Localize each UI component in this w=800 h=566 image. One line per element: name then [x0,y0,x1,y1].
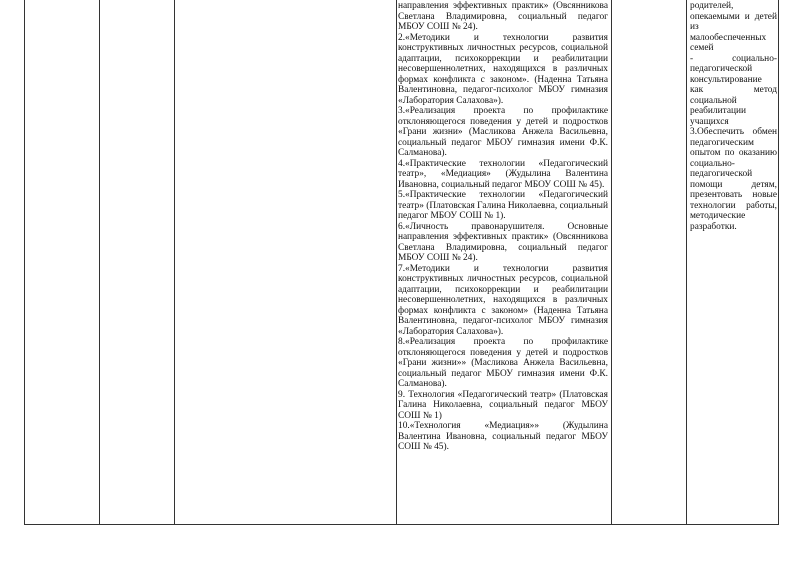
list-item: направления эффективных практик» (Овсянникова Светлана Владимировна, социальный педагог МБОУ СОШ № 24). [398,1,608,32]
list-item: 7.«Методики и технологии развития конструктивных личностных ресурсов, социальной адаптации, психокоррекции и реабилитации несовершеннолетних, находящихся в различных формах конфликта с законом» (Наденна Татьяна Валентиновна, педагог-психолог МБОУ гимназия «Лаборатория Салахова»). [398,263,608,337]
result-paragraph: - социально-педагогической консультирование как метод социальной реабилитации учащихся [690,53,777,127]
list-item: 3.«Реализация проекта по профилактике отклоняющегося поведения у детей и подростков «Грани жизни» (Масликова Анжела Васильевна, социальный педагог МБОУ гимназия имени Ф.К. Салманова). [398,106,608,158]
table-border-bottom [24,524,779,525]
list-item: 10.«Технология «Медиация»» (Жудылина Валентина Ивановна, социальный педагог МБОУ СОШ № 45). [398,421,608,452]
list-item: 4.«Практические технологии «Педагогический театр», «Медиация» (Жудылина Валентина Ивановна, социальный педагог МБОУ СОШ № 45). [398,158,608,190]
result-paragraph: родителей, опекаемыми и детей из малообеспеченных семей [690,1,777,53]
column-divider [174,0,175,524]
column-divider [396,0,397,524]
results-cell [690,1,777,232]
list-item: 8.«Реализация проекта по профилактике отклоняющегося поведения у детей и подростков «Грани жизни»» (Масликова Анжела Васильевна, социальный педагог МБОУ гимназия имени Ф.К. Салманова). [398,337,608,389]
table-border-left [24,0,25,524]
result-paragraph: 3.Обеспечить обмен педагогическим опытом по оказанию социально-педагогической помощи детям, презентовать новые технологии работы, методические разработки. [690,127,777,232]
activities-cell [398,1,608,453]
list-item: 2.«Методики и технологии развития конструктивных личностных ресурсов, социальной адаптации, психокоррекции и реабилитации несовершеннолетних, находящихся в различных формах конфликта с законом». (Наденна Татьяна Валентиновна, педагог-психолог МБОУ гимназия «Лаборатория Салахова»). [398,32,608,106]
list-item: 9. Технология «Педагогический театр» (Платовская Галина Николаевна, социальный педагог МБОУ СОШ № 1) [398,389,608,421]
list-item: 6.«Личность правонарушителя. Основные направления эффективных практик» (Овсянникова Светлана Владимировна, социальный педагог МБОУ СОШ № 24). [398,221,608,263]
column-divider [686,0,687,524]
column-divider [99,0,100,524]
column-divider [611,0,612,524]
list-item: 5.«Практические технологии «Педагогический театр» (Платовская Галина Николаевна, социальный педагог МБОУ СОШ № 1). [398,190,608,221]
table-border-right [778,0,779,524]
